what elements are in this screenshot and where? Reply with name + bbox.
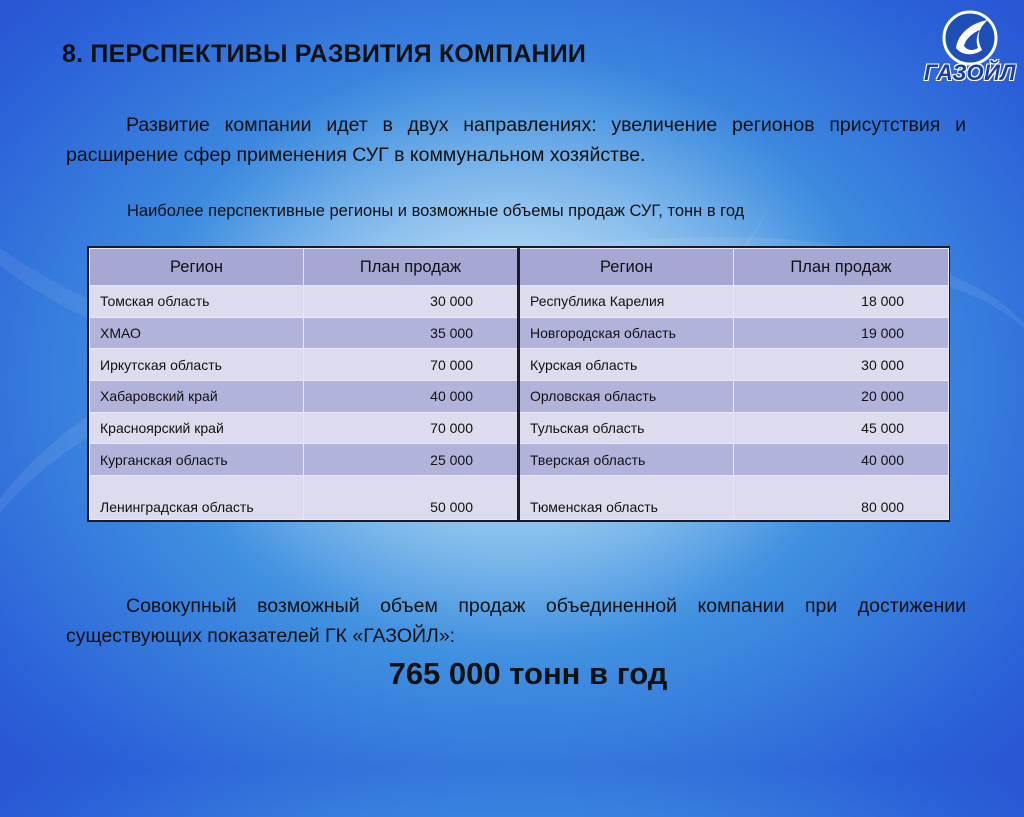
region-cell: Красноярский край [90, 412, 304, 444]
plan-cell: 40 000 [734, 444, 949, 476]
plan-cell: 50 000 [304, 476, 519, 520]
total-volume: 765 000 тонн в год [388, 656, 668, 691]
region-cell: Хабаровский край [90, 380, 304, 412]
plan-cell: 70 000 [304, 412, 519, 444]
plan-cell: 20 000 [734, 380, 949, 412]
table-row [90, 349, 949, 381]
plan-cell: 25 000 [304, 444, 519, 476]
header-region-right: Регион [519, 249, 734, 286]
intro-paragraph: Развитие компании идет в двух направлениях: увеличение регионов присутствия и расширение сфер применения СУГ в коммунальном хозяйстве. [66, 114, 966, 166]
header-plan-right: План продаж [734, 249, 949, 286]
table-row [90, 317, 949, 349]
region-cell: Ленинградская область [90, 476, 304, 520]
plan-cell: 30 000 [734, 349, 949, 381]
region-cell: Орловская область [519, 380, 734, 412]
plan-cell: 70 000 [304, 349, 519, 381]
plan-cell: 35 000 [304, 317, 519, 349]
region-cell: Тульская область [519, 412, 734, 444]
slide-title: 8. ПЕРСПЕКТИВЫ РАЗВИТИЯ КОМПАНИИ [62, 40, 587, 68]
table-caption: Наиболее перспективные регионы и возможные объемы продаж СУГ, тонн в год [127, 202, 745, 220]
table-row [90, 286, 949, 318]
plan-cell: 30 000 [304, 286, 519, 318]
plan-cell: 80 000 [734, 476, 949, 520]
regions-table-frame [87, 246, 950, 522]
table-row [90, 476, 949, 520]
logo-wordmark: ГАЗОЙЛ [923, 60, 1017, 85]
region-cell: Томская область [90, 286, 304, 318]
header-region-left: Регион [90, 249, 304, 286]
region-cell: Тюменская область [519, 476, 734, 520]
table-row [90, 444, 949, 476]
plan-cell: 18 000 [734, 286, 949, 318]
table-row [90, 412, 949, 444]
company-logo [918, 8, 1022, 88]
conclusion-paragraph: Совокупный возможный объем продаж объединенной компании при достижении существующих показателей ГК «ГАЗОЙЛ»: [66, 595, 966, 647]
table-row [90, 380, 949, 412]
header-plan-left: План продаж [304, 249, 519, 286]
plan-cell: 45 000 [734, 412, 949, 444]
flame-drop-icon [918, 8, 1022, 68]
region-cell: Иркутская область [90, 349, 304, 381]
regions-table [89, 248, 949, 520]
region-cell: Республика Карелия [519, 286, 734, 318]
region-cell: ХМАО [90, 317, 304, 349]
region-cell: Тверская область [519, 444, 734, 476]
table-header-row [90, 249, 949, 286]
region-cell: Новгородская область [519, 317, 734, 349]
region-cell: Курская область [519, 349, 734, 381]
plan-cell: 19 000 [734, 317, 949, 349]
plan-cell: 40 000 [304, 380, 519, 412]
region-cell: Курганская область [90, 444, 304, 476]
